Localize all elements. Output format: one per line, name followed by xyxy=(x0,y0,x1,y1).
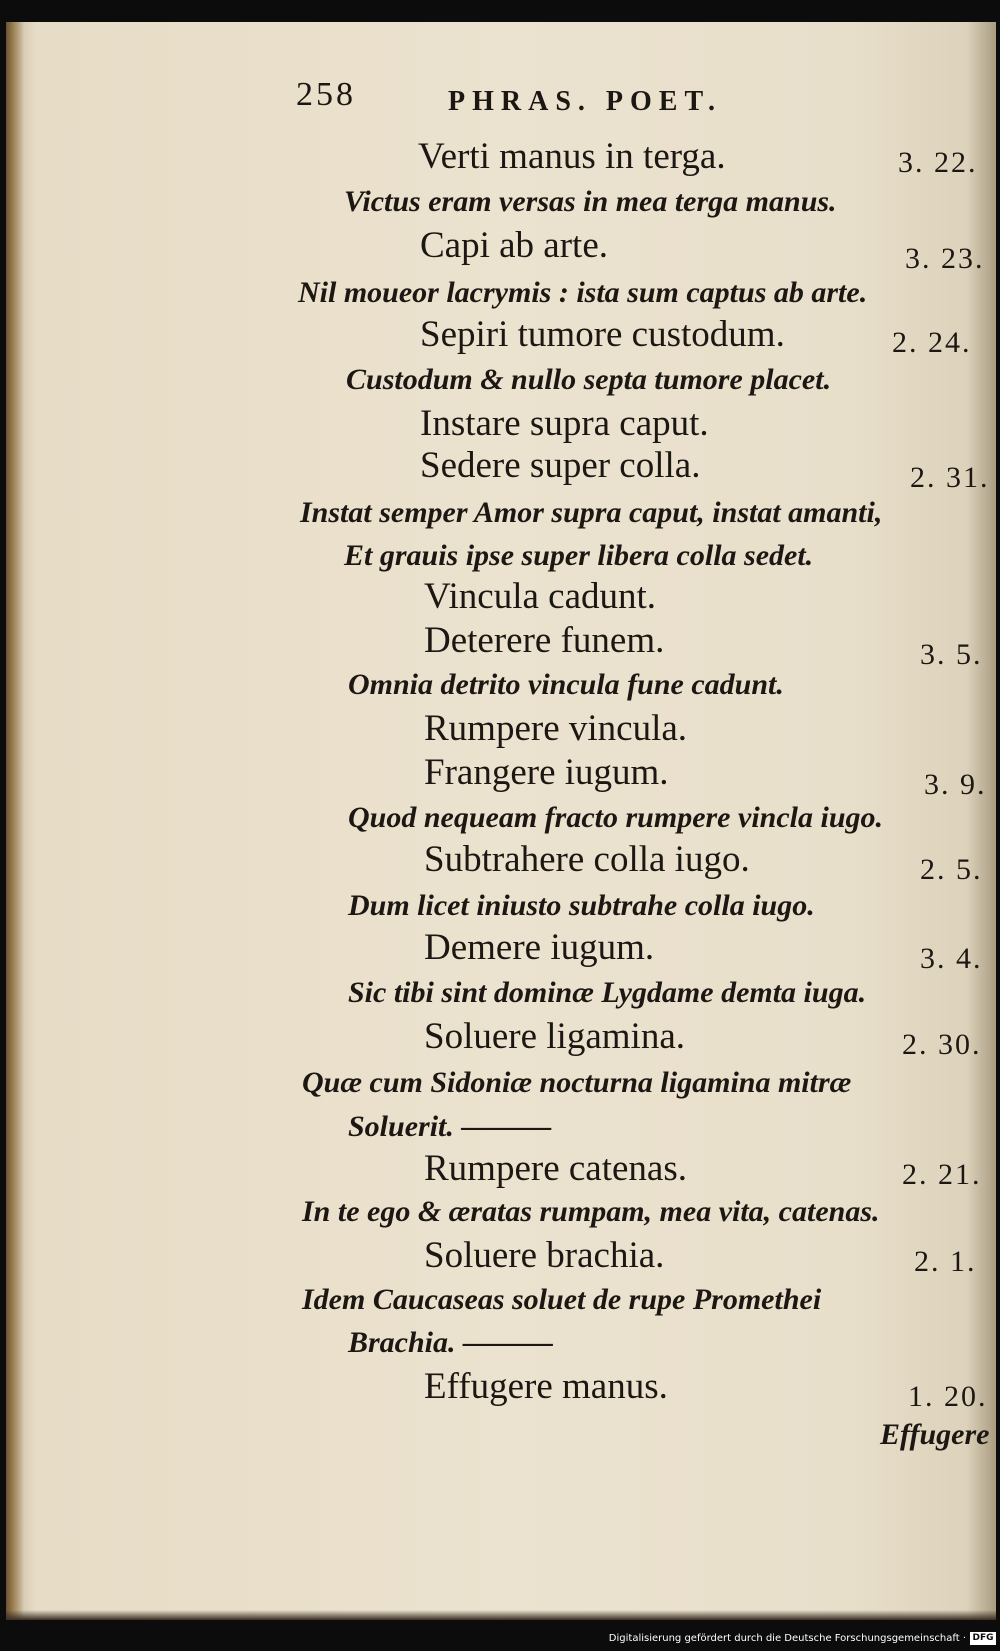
verse-reference: 3. 22. xyxy=(898,146,978,179)
page-bottom-edge xyxy=(6,1610,996,1620)
quote-line: Sic tibi sint dominæ Lygdame demta iuga. xyxy=(348,976,867,1009)
phrase-line: Rumpere vincula. xyxy=(424,708,688,749)
verse-reference: 1. 20. xyxy=(908,1380,988,1413)
verse-reference: 3. 9. xyxy=(924,768,987,801)
verse-reference: 3. 23. xyxy=(905,242,985,275)
verse-reference: 2. 31. xyxy=(910,461,990,494)
phrase-line: Soluere ligamina. xyxy=(424,1016,685,1057)
verse-reference: 2. 30. xyxy=(902,1028,982,1061)
quote-line: Soluerit. ——— xyxy=(348,1110,552,1143)
verse-reference: 2. 24. xyxy=(892,326,972,359)
phrase-line: Vincula cadunt. xyxy=(424,576,657,617)
phrase-line: Frangere iugum. xyxy=(424,752,669,793)
quote-line: Quod nequeam fracto rumpere vincla iugo. xyxy=(348,801,884,834)
verse-reference: 2. 5. xyxy=(920,853,983,886)
dfg-logo: DFG xyxy=(970,1632,996,1645)
quote-line: Omnia detrito vincula fune cadunt. xyxy=(348,668,784,701)
digitization-credit: Digitalisierung gefördert durch die Deutsche Forschungsgemeinschaft · xyxy=(608,1633,966,1644)
quote-line: Instat semper Amor supra caput, instat amanti, xyxy=(300,496,883,529)
phrase-line: Rumpere catenas. xyxy=(424,1148,687,1189)
phrase-line: Effugere manus. xyxy=(424,1366,668,1407)
running-title: PHRAS. POET. xyxy=(448,86,723,117)
phrase-line: Sepiri tumore custodum. xyxy=(420,314,785,355)
verse-reference: 3. 5. xyxy=(920,638,983,671)
phrase-line: Sedere super colla. xyxy=(420,445,701,486)
verse-reference: 2. 1. xyxy=(914,1245,977,1278)
phrase-line: Verti manus in terga. xyxy=(418,136,726,177)
phrase-line: Capi ab arte. xyxy=(420,225,608,266)
quote-line: Quæ cum Sidoniæ nocturna ligamina mitræ xyxy=(302,1066,852,1099)
phrase-line: Demere iugum. xyxy=(424,927,655,968)
page-number: 258 xyxy=(296,76,356,113)
verse-reference: 2. 21. xyxy=(902,1158,982,1191)
phrase-line: Deterere funem. xyxy=(424,620,665,661)
phrase-line: Subtrahere colla iugo. xyxy=(424,839,750,880)
quote-line: Dum licet iniusto subtrahe colla iugo. xyxy=(348,889,815,922)
phrase-line: Soluere brachia. xyxy=(424,1235,665,1276)
quote-line: Et grauis ipse super libera colla sedet. xyxy=(344,539,814,572)
quote-line: Custodum & nullo septa tumore placet. xyxy=(346,363,832,396)
quote-line: Idem Caucaseas soluet de rupe Promethei xyxy=(302,1283,822,1316)
verse-reference: 3. 4. xyxy=(920,942,983,975)
quote-line: Brachia. ——— xyxy=(348,1326,554,1359)
phrase-line: Instare supra caput. xyxy=(420,403,709,444)
quote-line: Victus eram versas in mea terga manus. xyxy=(344,185,837,218)
quote-line: Nil moueor lacrymis : ista sum captus ab arte. xyxy=(298,276,868,309)
catchword: Effugere xyxy=(880,1418,990,1451)
quote-line: In te ego & æratas rumpam, mea vita, catenas. xyxy=(302,1195,880,1228)
page-spine-shadow xyxy=(6,22,24,1620)
